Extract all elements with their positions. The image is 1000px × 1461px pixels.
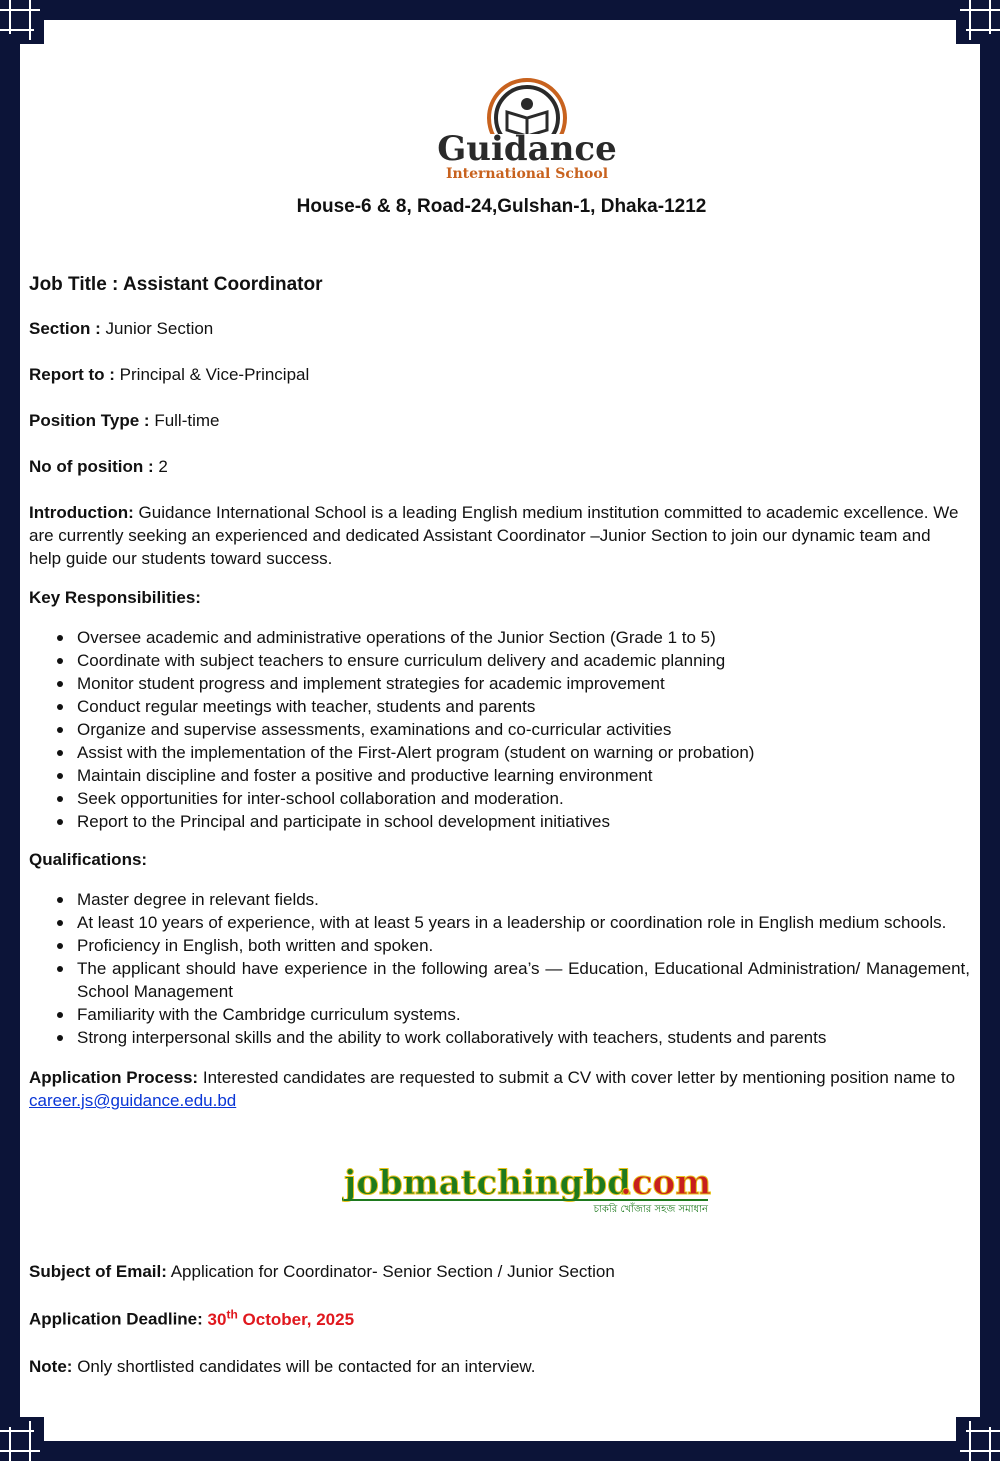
list-item: Familiarity with the Cambridge curriculum systems. [77, 1003, 970, 1026]
job-title-value: Assistant Coordinator [122, 274, 323, 295]
list-item: Coordinate with subject teachers to ensure curriculum delivery and academic planning [77, 649, 970, 672]
application-email-link[interactable]: career.js@guidance.edu.bd [29, 1091, 237, 1110]
job-title [29, 274, 323, 296]
responsibilities-list [29, 626, 970, 833]
report-to-label: Report to : [29, 365, 115, 384]
deadline-rest: October, 2025 [242, 1309, 355, 1329]
note [29, 1357, 535, 1377]
introduction-label: Introduction: [29, 503, 134, 522]
email-subject-label: Subject of Email: [29, 1262, 167, 1281]
corner-ornament-bottom-right [956, 1417, 1000, 1461]
list-item: Monitor student progress and implement strategies for academic improvement [77, 672, 970, 695]
list-item: Maintain discipline and foster a positive and productive learning environment [77, 764, 970, 787]
report-to-field [29, 365, 309, 385]
note-label: Note: [29, 1357, 73, 1376]
list-item: Seek opportunities for inter-school collaboration and moderation. [77, 787, 970, 810]
report-to-value: Principal & Vice-Principal [119, 365, 310, 384]
no-of-position-value: 2 [158, 457, 168, 476]
responsibilities-heading: Key Responsibilities: [29, 588, 201, 607]
list-item: Master degree in relevant fields. [77, 888, 970, 911]
list-item: Oversee academic and administrative operations of the Junior Section (Grade 1 to 5) [77, 626, 970, 649]
note-text: Only shortlisted candidates will be contacted for an interview. [77, 1357, 536, 1376]
jm-brand-main: jobmatchingbd [344, 1163, 631, 1203]
school-logo-subtitle: International School [445, 166, 609, 182]
corner-ornament-top-left [0, 0, 44, 44]
application-process-label: Application Process: [29, 1068, 199, 1087]
corner-ornament-top-right [956, 0, 1000, 44]
section-label: Section : [29, 319, 101, 338]
list-item: Assist with the implementation of the First-Alert program (student on warning or probation) [77, 741, 970, 764]
jm-brand-tld: .com [620, 1163, 712, 1203]
no-of-position-label: No of position : [29, 457, 154, 476]
email-subject-value: Application for Coordinator- Senior Section / Junior Section [170, 1262, 615, 1281]
jm-tagline: চাকরি খোঁজার সহজ সমাধান [593, 1204, 708, 1215]
list-item: At least 10 years of experience, with at least 5 years in a leadership or coordination role in English medium schools. [77, 911, 970, 934]
corner-ornament-bottom-left [0, 1417, 44, 1461]
introduction [29, 501, 964, 570]
job-title-label: Job Title : [29, 274, 119, 295]
deadline-label: Application Deadline: [29, 1309, 203, 1329]
email-subject [29, 1262, 615, 1282]
application-process-text: Interested candidates are requested to submit a CV with cover letter by mentioning position name to [202, 1068, 956, 1087]
school-address: House-6 & 8, Road-24,Gulshan-1, Dhaka-1212 [296, 196, 707, 217]
deadline-suffix: th [226, 1307, 238, 1321]
position-type-field [29, 411, 219, 431]
section-value: Junior Section [105, 319, 214, 338]
no-of-position-field [29, 457, 168, 477]
qualifications-list [29, 888, 970, 1049]
position-type-label: Position Type : [29, 411, 150, 430]
list-item: Proficiency in English, both written and spoken. [77, 934, 970, 957]
position-type-value: Full-time [154, 411, 220, 430]
school-logo [427, 78, 627, 183]
school-logo-name: Guidance [437, 129, 617, 169]
application-deadline [29, 1307, 354, 1330]
list-item: Conduct regular meetings with teacher, students and parents [77, 695, 970, 718]
introduction-text: Guidance International School is a leading English medium institution committed to academic excellence. We are currently seeking an experienced and dedicated Assistant Coordinator –Junior Section to join our dynamic team and help guide our students toward success. [29, 503, 959, 568]
list-item: Report to the Principal and participate in school development initiatives [77, 810, 970, 833]
list-item: Strong interpersonal skills and the ability to work collaboratively with teachers, students and parents [77, 1026, 970, 1049]
section-field [29, 319, 213, 339]
list-item: The applicant should have experience in the following area’s — Education, Educational Administration/ Management, School Management [77, 959, 970, 1001]
list-item: Organize and supervise assessments, examinations and co-curricular activities [77, 718, 970, 741]
deadline-value [207, 1307, 355, 1329]
application-process [29, 1066, 964, 1112]
deadline-day: 30 [207, 1309, 227, 1329]
qualifications-heading: Qualifications: [29, 850, 148, 869]
jobmatchingbd-watermark [342, 1162, 712, 1217]
